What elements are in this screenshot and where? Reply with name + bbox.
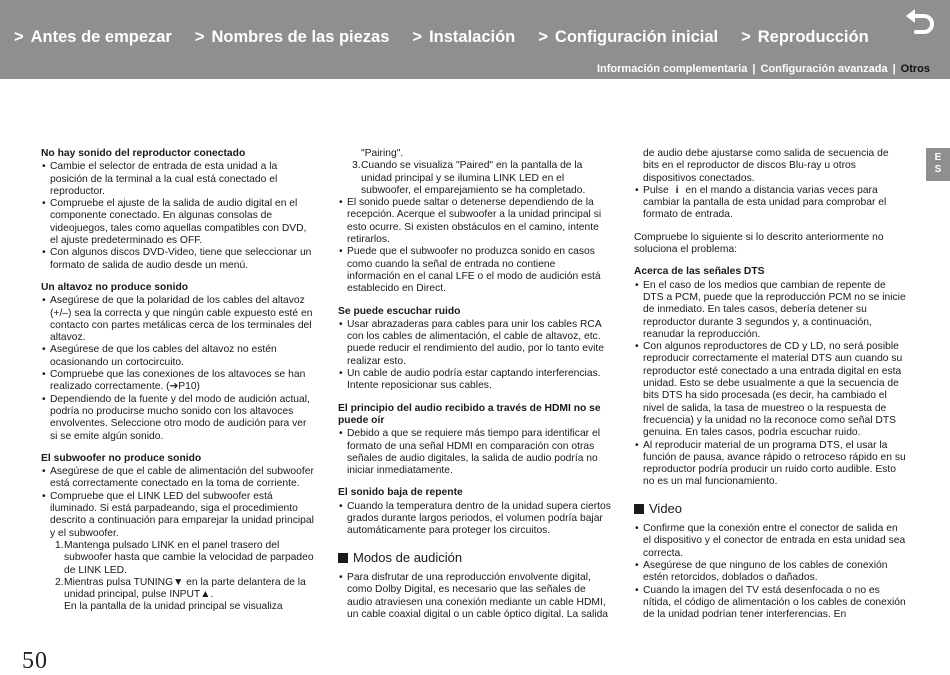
square-bullet-icon <box>338 553 348 563</box>
subnav-separator: | <box>752 63 756 75</box>
section-heading: El subwoofer no produce sonido <box>41 452 202 464</box>
bullet-list <box>338 501 611 538</box>
list-item: • Con algunos reproductores de CD y LD, no será posible reproducir correctamente el material DTS aun cuando su reproductor esté conectado a una entrada digital en esta unidad. Esto se debe usualmente a que la secuencia de bits DTS ha sido procesada (es decir, ha cambiado el nivel de salida, la tasa de muestreo o la respuesta de frecuencia) y la unidad no la reconoce como señal DTS genuina. En tales casos, podría escuchar ruido. <box>634 341 907 439</box>
section-heading: No hay sonido del reproductor conectado <box>41 148 246 159</box>
content-column-1 <box>41 148 314 614</box>
section-title <box>338 549 611 565</box>
list-item: • Un cable de audio podría estar captando interferencias. Intente reposicionar sus cables. <box>338 368 611 393</box>
bullet-list <box>634 280 907 489</box>
paragraph: Compruebe lo siguiente si lo descrito anteriormente no soluciona el problema: <box>634 231 884 256</box>
main-nav <box>14 28 892 47</box>
step-continuation: "Pairing". <box>361 148 404 159</box>
step-number: 1. <box>55 539 64 551</box>
list-item: • Confirme que la conexión entre el conector de salida en el dispositivo y el conector de entrada en esta unidad sea correcta. <box>634 523 907 560</box>
list-item: • Para disfrutar de una reproducción envolvente digital, como Dolby Digital, es necesario que las señales de audio atraviesen una conexión mediante un cable HDMI, un cable coaxial digital o un cable óptico digital. La salida <box>338 572 611 621</box>
list-item: de audio debe ajustarse como salida de secuencia de bits en el reproductor de discos Blu-ray u otros dispositivos conectados. <box>643 148 889 184</box>
info-button-icon: i <box>675 184 679 196</box>
section-heading: El sonido baja de repente <box>338 487 463 499</box>
language-tab-es[interactable] <box>926 148 950 181</box>
nav-configuracion-inicial[interactable]: > Configuración inicial <box>538 28 719 46</box>
list-item: • Compruebe que el LINK LED del subwoofer está iluminado. Si está parpadeando, siga el procedimiento descrito a continuación para emparejar la unidad principal y el subwoofer. <box>41 491 314 540</box>
language-letter: E <box>934 152 942 163</box>
list-item: • El sonido puede saltar o detenerse dependiendo de la recepción. Acerque el subwoofer a la unidad principal si esto ocurre. Si existen obstáculos en el camino, intente retirarlos. <box>338 197 611 246</box>
bullet-list <box>41 161 314 272</box>
list-item: • Al reproducir material de un programa DTS, el usar la función de pausa, avance rápido o retroceso rápido en su reproductor podría producir un ruido corto audible. Esto no es un mal funcionamiento. <box>634 440 907 489</box>
list-item: • Debido a que se requiere más tiempo para identificar el formato de una señal HDMI en comparación con otras señales de audio digitales, la salida de audio podría no iniciar inmediatamente. <box>338 428 611 477</box>
list-item: • Compruebe el ajuste de la salida de audio digital en el componente conectado. En algunas consolas de videojuegos, tales como aquellas compatibles con DVD, el ajuste predeterminado es OFF. <box>41 198 314 247</box>
sub-nav <box>597 63 930 75</box>
step-text: Mientras pulsa TUNING▼ en la parte delantera de la unidad principal, pulse INPUT▲. <box>64 576 306 601</box>
list-item: • Con algunos discos DVD-Video, tiene que seleccionar un formato de salida de audio desde un menú. <box>41 247 314 272</box>
nav-reproduccion[interactable]: > Reproducción <box>741 28 869 46</box>
step-number: 2. <box>55 576 64 588</box>
section-title-text: Video <box>649 500 683 516</box>
page-number: 50 <box>22 648 48 674</box>
list-item: • Dependiendo de la fuente y del modo de audición actual, podría no producirse mucho sonido con los altavoces envolventes. Seleccione otro modo de audición para ver si se emite algún sonido. <box>41 394 314 443</box>
section-heading: El principio del audio recibido a través de HDMI no se puede oír <box>338 402 601 426</box>
step-number: 3. <box>352 160 361 172</box>
subnav-otros[interactable]: Otros <box>900 63 930 75</box>
section-title <box>634 500 907 516</box>
subnav-informacion-complementaria[interactable]: Información complementaria <box>596 63 748 75</box>
subnav-separator: | <box>892 63 896 75</box>
list-item: • Cuando la imagen del TV está desenfocada o no es nítida, el código de alimentación o los cables de conexión de la unidad podrían tener interferencias. En <box>634 585 907 622</box>
bullet-list <box>41 466 314 540</box>
bullet-list <box>634 523 907 621</box>
bullet-list <box>338 197 611 295</box>
nav-antes-de-empezar[interactable]: > Antes de empezar <box>14 28 172 46</box>
bullet-list <box>338 319 611 393</box>
numbered-step <box>41 540 314 577</box>
list-item: • Puede que el subwoofer no produzca sonido en casos como cuando la señal de entrada no contiene información en el canal LFE o el modo de audición está establecido en Direct. <box>338 246 611 295</box>
language-letter: S <box>934 164 942 175</box>
list-item: • Usar abrazaderas para cables para unir los cables RCA con los cables de alimentación, el cable de altavoz, etc. puede reducir el rendimiento del audio, por lo tanto evite realizar esto. <box>338 319 611 368</box>
list-item: • Asegúrese de que ninguno de los cables de conexión estén retorcidos, doblados o dañados. <box>634 560 907 585</box>
content-column-3 <box>634 148 907 631</box>
header-bar <box>0 0 950 79</box>
section-title-text: Modos de audición <box>353 549 463 565</box>
section-heading: Se puede escuchar ruido <box>338 305 461 317</box>
list-item: • Pulse i en el mando a distancia varias veces para cambiar la pantalla de esta unidad para comprobar el formato de entrada. <box>634 185 907 222</box>
content-column-2 <box>338 148 611 631</box>
step-text: Mantenga pulsado LINK en el panel trasero del subwoofer hasta que cambie la velocidad de parpadeo de LINK LED. <box>64 539 314 576</box>
list-item: • Compruebe que las conexiones de los altavoces se han realizado correctamente. (➔P10) <box>41 369 314 394</box>
step-continuation: En la pantalla de la unidad principal se visualiza <box>64 601 283 613</box>
return-arrow-icon[interactable] <box>902 8 938 40</box>
list-item: • Cuando la temperatura dentro de la unidad supera ciertos grados durante largos periodos, el volumen podría bajar automáticamente para proteger los circuitos. <box>338 501 611 538</box>
nav-instalacion[interactable]: > Instalación <box>412 28 516 46</box>
list-item: • Asegúrese de que los cables del altavoz no estén ocasionando un cortocircuito. <box>41 344 314 369</box>
list-item: • Cambie el selector de entrada de esta unidad a la posición de la terminal a la cual está conectado el reproductor. <box>41 161 314 198</box>
nav-nombres-de-las-piezas[interactable]: > Nombres de las piezas <box>194 28 390 46</box>
bullet-list <box>41 295 314 443</box>
step-text: Cuando se visualiza "Paired" en la pantalla de la unidad principal y se ilumina LINK LED en el subwoofer, el emparejamiento se ha completado. <box>361 160 586 196</box>
square-bullet-icon <box>634 504 644 514</box>
bullet-list <box>338 572 611 621</box>
list-item: • Asegúrese de que el cable de alimentación del subwoofer está correctamente conectado en la toma de corriente. <box>41 466 314 491</box>
bullet-list <box>338 428 611 477</box>
bullet-list <box>634 148 907 222</box>
list-item: • En el caso de los medios que cambian de repente de DTS a PCM, puede que la reproducción PCM no se inicie de inmediato. En tales casos, debería detener su reproductor durante 3 segundos y, a continuación, reanudar la reproducción. <box>634 280 907 341</box>
section-heading: Un altavoz no produce sonido <box>41 281 189 293</box>
section-heading: Acerca de las señales DTS <box>634 266 765 278</box>
list-item: • Asegúrese de que la polaridad de los cables del altavoz (+/–) sea la correcta y que ningún cable expuesto esté en contacto con partes metálicas cerca de los terminales del altavoz. <box>41 295 314 344</box>
numbered-step <box>338 160 611 197</box>
subnav-configuracion-avanzada[interactable]: Configuración avanzada <box>760 63 888 75</box>
numbered-step <box>41 577 314 602</box>
